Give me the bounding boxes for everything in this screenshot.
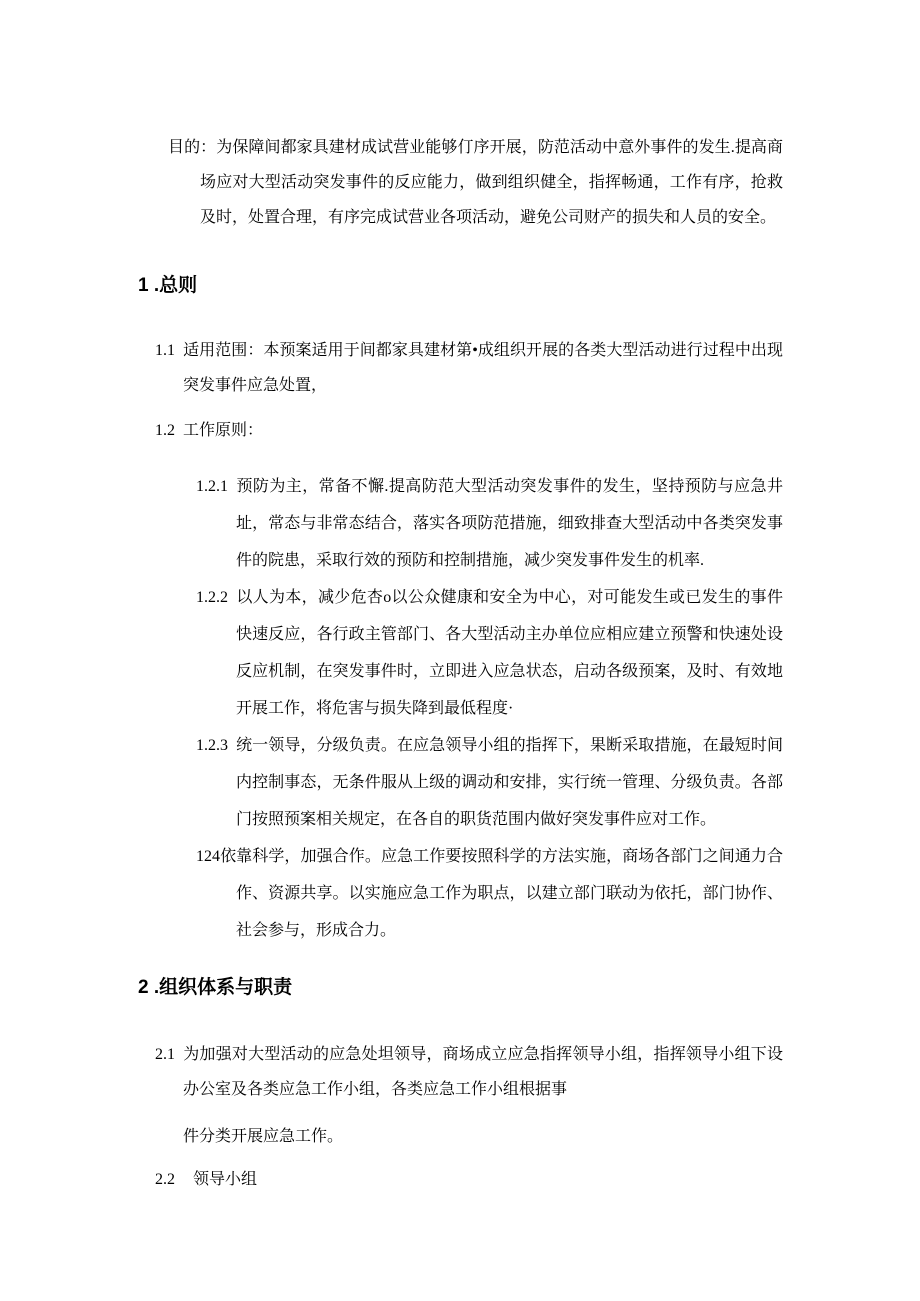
clause-text: 适用范围：本预案适用于间都家具建材第•成组织开展的各类大型活动进行过程中出现突发事件应急处置， — [183, 342, 783, 394]
clause-number: 1.2.3 — [196, 737, 228, 754]
sub-clause-block — [138, 468, 783, 949]
clause-text: 124依靠科学，加强合作。应急工作要按照科学的方法实施，商场各部门之间通力合作、资源共享。以实施应急工作为职点，以建立部门联动为依托，部门协作、社会参与，形成合力。 — [196, 848, 783, 939]
clause-number: 2.1 — [155, 1046, 175, 1063]
purpose-label: 目的： — [168, 139, 217, 156]
clause-number: 1.2.1 — [196, 478, 228, 495]
clause-text: 工作原则： — [183, 422, 264, 439]
section-1-heading: 1 .总则 — [138, 275, 198, 296]
purpose-paragraph — [138, 130, 783, 235]
clause-1-2-3 — [138, 727, 783, 838]
clause-number: 1.2 — [155, 422, 175, 439]
clause-number: 1.2.2 — [196, 589, 228, 606]
clause-text: 统一领导，分级负责。在应急领导小组的指挥下，果断采取措施，在最短时间内控制事态，无条件服从上级的调动和安排，实行统一管理、分级负责。各部门按照预案相关规定，在各自的职货范围内做好突发事件应对工作。 — [236, 737, 783, 828]
clause-2-1 — [138, 1037, 783, 1107]
purpose-text: 为保障间都家具建材成试营业能够仃序开展，防范活动中意外事件的发生.提高商场应对大型活动突发事件的反应能力，做到组织健全，指挥畅通，工作有序，抢救及时，处置合理，有序完成试营业各项活动，避免公司财产的损失和人员的安全。 — [200, 139, 783, 226]
clause-number: 2.2 — [155, 1171, 175, 1188]
clause-text: 领导小组 — [193, 1171, 258, 1188]
clause-1-2 — [138, 413, 783, 448]
clause-1-2-2 — [138, 579, 783, 727]
clause-1-2-4 — [138, 838, 783, 949]
clause-text: 以人为本，减少危杏o以公众健康和安全为中心，对可能发生或已发生的事件快速反应，各行政主管部门、各大型活动主办单位应相应建立预警和快速处设反应机制，在突发事件时，立即进入应急状态，启动各级预案，及时、有效地开展工作，将危害与损失降到最低程度· — [236, 589, 783, 717]
clause-number: 1.1 — [155, 342, 175, 359]
clause-text: 为加强对大型活动的应急处坦领导，商场成立应急指挥领导小组，指挥领导小组下设办公室及各类应急工作小组，各类应急工作小组根据事 — [183, 1046, 783, 1098]
clause-2-1-continuation — [138, 1119, 783, 1154]
clause-1-2-1 — [138, 468, 783, 579]
clause-text: 预防为主，常备不懈.提高防范大型活动突发事件的发生，坚持预防与应急井址，常态与非常态结合，落实各项防范措施，细致排查大型活动中各类突发事件的院患，采取行效的预防和控制措施，减少突发事件发生的机率. — [236, 478, 783, 569]
clause-2-2 — [138, 1162, 783, 1197]
section-2-heading: 2 .组织体系与职责 — [138, 977, 293, 998]
clause-1-1 — [138, 333, 783, 403]
clause-text: 件分类开展应急工作。 — [183, 1128, 344, 1145]
